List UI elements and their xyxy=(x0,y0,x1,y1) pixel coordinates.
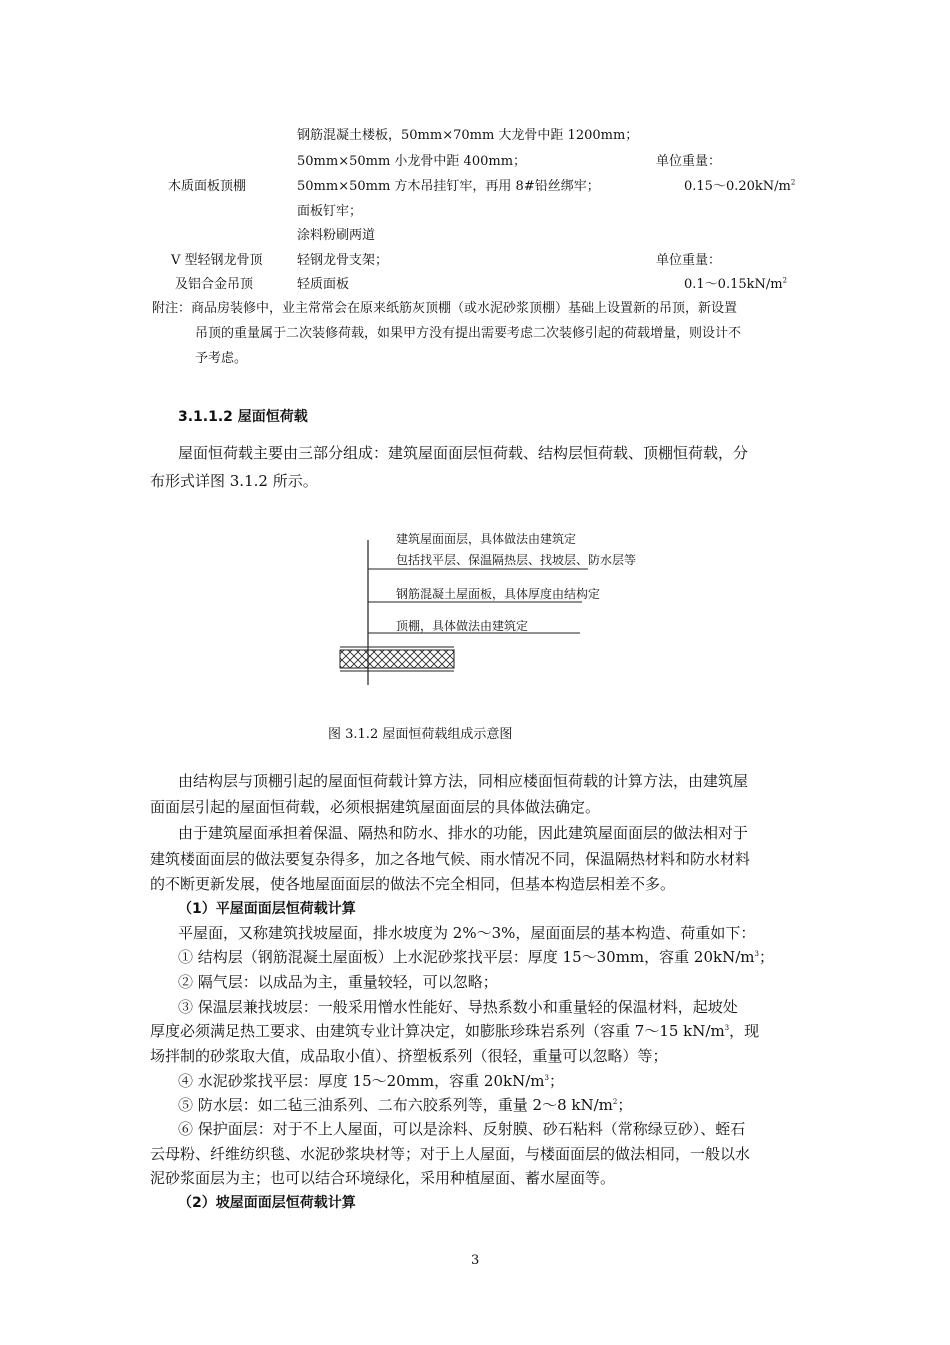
table-row-method: 50mm×50mm 小龙骨中距 400mm； xyxy=(297,154,527,169)
table-row-method: 50mm×50mm 方木吊挂钉牢，再用 8#铅丝绑牢； xyxy=(297,179,600,194)
paragraph-line: 建筑楼面面层的做法要复杂得多，加之各地气候、雨水情况不同，保温隔热材料和防水材料 xyxy=(150,850,751,868)
list-item: ⑥ 保护面层：对于不上人屋面，可以是涂料、反射膜、砂石粘料（常称绿豆砂）、蛭石 xyxy=(178,1120,746,1138)
note-line: 吊顶的重量属于二次装修荷载，如果甲方没有提出需要考虑二次装修引起的荷载增量，则设计不 xyxy=(195,326,742,341)
list-item: ① 结构层（钢筋混凝土屋面板）上水泥砂浆找平层：厚度 15～30mm，容重 $20kN/m^3$； xyxy=(178,948,774,966)
slab-hatch xyxy=(340,650,454,668)
list-item: 场拌制的砂浆取大值，成品取小值）、挤塑板系列（很轻，重量可以忽略）等； xyxy=(150,1047,668,1065)
paragraph-line: 屋面恒荷载主要由三部分组成：建筑屋面面层恒荷载、结构层恒荷载、顶棚恒荷载，分 xyxy=(178,444,749,462)
list-item: ③ 保温层兼找坡层：一般采用憎水性能好、导热系数小和重量轻的保温材料，起坡处 xyxy=(178,998,738,1016)
list-item: 泥砂浆面层为主；也可以结合环境绿化，采用种植屋面、蓄水屋面等。 xyxy=(150,1169,616,1187)
table-row-method: 钢筋混凝土楼板，50mm×70mm 大龙骨中距 1200mm； xyxy=(297,128,639,143)
table-row-label: 及铝合金吊顶 xyxy=(175,277,254,292)
paragraph-line: 由于建筑屋面承担着保温、隔热和防水、排水的功能，因此建筑屋面面层的做法相对于 xyxy=(178,824,749,842)
table-row-weight: $0.1\sim 0.15kN/m^2$ xyxy=(684,276,788,292)
table-row-label: 木质面板顶棚 xyxy=(168,179,247,194)
table-row-method: 轻钢龙骨支架； xyxy=(297,253,389,268)
table-row-weight: $0.15\sim 0.20kN/m^2$ xyxy=(684,178,796,194)
note-line: 予考虑。 xyxy=(195,351,248,366)
list-item: ④ 水泥砂浆找平层：厚度 15～20mm，容重 $20kN/m^3$； xyxy=(178,1072,564,1090)
list-item: 厚度必须满足热工要求、由建筑专业计算决定，如膨胀珍珠岩系列（容重 7～15 $kN/m^3$，现 xyxy=(150,1022,760,1040)
table-row-weight: 单位重量： xyxy=(656,154,722,169)
figure-label: 顶棚，具体做法由建筑定 xyxy=(396,619,529,633)
note-line: 附注：商品房装修中，业主常常会在原来纸筋灰顶棚（或水泥砂浆顶棚）基础上设置新的吊顶，新设置 xyxy=(152,301,738,316)
table-row-method: 面板钉牢； xyxy=(297,204,363,219)
list-item: ⑤ 防水层：如二毡三油系列、二布六胶系列等，重量 2～8 $kN/m^2$； xyxy=(178,1096,633,1114)
table-row-method: 涂料粉刷两道 xyxy=(297,228,376,243)
paragraph-line: 平屋面，又称建筑找坡屋面，排水坡度为 2%～3%，屋面面层的基本构造、荷重如下： xyxy=(178,924,756,942)
table-row-label: V 型轻钢龙骨顶 xyxy=(171,253,263,268)
table-row-weight: 单位重量： xyxy=(656,253,722,268)
figure-caption: 图 3.1.2 屋面恒荷载组成示意图 xyxy=(328,727,513,742)
list-item: ② 隔气层：以成品为主，重量较轻，可以忽略； xyxy=(178,973,498,991)
subheading: （1）平屋面面层恒荷载计算 xyxy=(178,901,356,917)
page-number: 3 xyxy=(471,1253,480,1268)
figure-label: 包括找平层、保温隔热层、找坡层、防水层等 xyxy=(396,553,637,567)
subheading: （2）坡屋面面层恒荷载计算 xyxy=(178,1195,356,1211)
paragraph-line: 由结构层与顶棚引起的屋面恒荷载计算方法，同相应楼面恒荷载的计算方法，由建筑屋 xyxy=(178,772,749,790)
figure-label: 建筑屋面面层，具体做法由建筑定 xyxy=(396,532,577,546)
paragraph-line: 的不断更新发展，使各地屋面面层的做法不完全相同，但基本构造层相差不多。 xyxy=(150,875,676,893)
list-item: 云母粉、纤维纺织毯、水泥砂浆块材等；对于上人屋面，与楼面面层的做法相同，一般以水 xyxy=(150,1145,751,1163)
paragraph-line: 面面层引起的屋面恒荷载，必须根据建筑屋面面层的具体做法确定。 xyxy=(150,798,601,816)
table-row-method: 轻质面板 xyxy=(297,277,350,292)
figure-label: 钢筋混凝土屋面板，具体厚度由结构定 xyxy=(396,587,601,601)
paragraph-line: 布形式详图 3.1.2 所示。 xyxy=(150,472,318,490)
section-heading: 3.1.1.2 屋面恒荷载 xyxy=(178,409,308,425)
